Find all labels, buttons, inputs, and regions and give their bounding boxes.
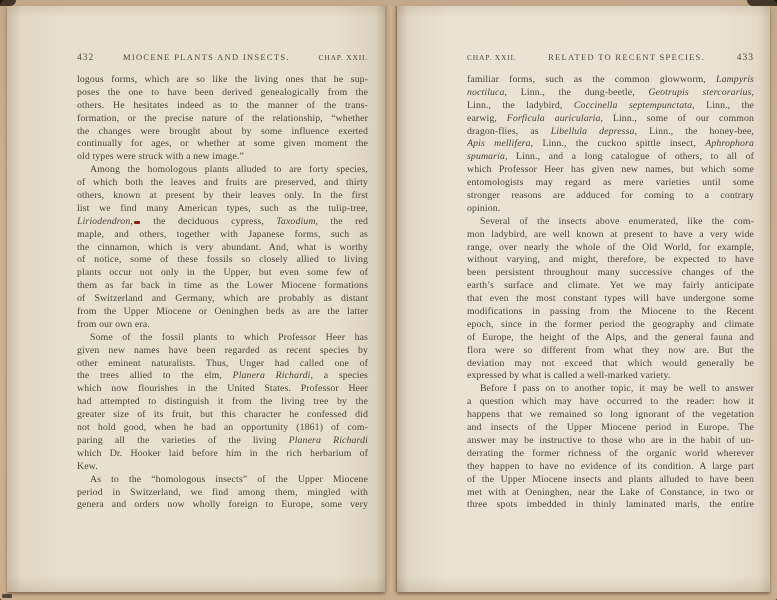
text-segment: earth’s surface and climate. Yet we may fairly anticipate (467, 280, 754, 292)
text-segment: Some of the fossil plants to which Professor Heer has (90, 331, 368, 343)
text-segment: not hold good, when he had an opportunity (1861) of com- (77, 422, 368, 434)
text-segment: flora were so different from what they now are. But the (467, 344, 754, 356)
text-line (77, 280, 368, 293)
paragraph (467, 383, 754, 512)
text-segment: old types were struck with a new image.” (77, 151, 244, 163)
text-line (467, 474, 754, 487)
paragraph (467, 74, 754, 216)
text-segment: others, known at present by their leaves only. In the first (77, 190, 368, 202)
text-segment: of Switzerland and Germany, which are probably as distant (77, 293, 368, 305)
text-segment: Planera Richardi (232, 370, 311, 382)
text-line (77, 151, 368, 164)
text-segment: , Linn., the (692, 99, 754, 111)
text-segment: plants occur not only in the Upper, but even some few of (77, 267, 368, 279)
text-line (467, 499, 754, 512)
text-line (77, 100, 368, 113)
text-segment: Liriodendron, (77, 215, 133, 227)
text-segment: the trees allied to the elm, (77, 370, 233, 382)
text-line (77, 216, 368, 229)
text-segment: expressed by what is called a well-marked variety. (467, 370, 671, 382)
text-segment: Libellula depressa (550, 125, 635, 137)
text-segment: poses the one to have been derived genealogically from the (77, 86, 368, 98)
text-segment: , (751, 86, 754, 98)
text-segment: , Linn., some of our common (600, 112, 754, 124)
paragraph (77, 164, 368, 332)
text-segment: of Europe, the height of the Alps, and the general fauna and (467, 331, 754, 343)
text-segment: Lampyris (716, 74, 754, 85)
text-line (467, 345, 754, 358)
text-segment: Among the homologous plants alluded to are forty species, (90, 164, 368, 176)
text-line (467, 100, 754, 113)
text-line (77, 396, 368, 409)
text-segment: , the red (315, 215, 368, 227)
paragraph (77, 332, 368, 474)
text-line (467, 138, 754, 151)
text-line (77, 267, 368, 280)
text-line (77, 383, 368, 396)
red-ink-mark (134, 221, 140, 224)
text-segment: formation, or the precise nature of the relationship, “whether (77, 112, 368, 124)
text-segment: entomologists may regard as mere varieties until some (467, 177, 754, 189)
text-segment: modifications in passing from the Miocene to the Recent (467, 306, 754, 318)
text-line (467, 74, 754, 87)
text-line (467, 280, 754, 293)
text-line (467, 319, 754, 332)
text-segment: the deciduous cypress, (140, 215, 277, 227)
text-segment: dragon-flies, as (467, 125, 551, 137)
text-line (77, 461, 368, 474)
text-line (77, 319, 368, 332)
text-segment: deviation may not exceed that which would generally be (467, 357, 754, 369)
text-segment: them as far back in time as the Lower Miocene formations (77, 280, 368, 292)
text-segment: which now flourishes in the United States. Professor Heer (77, 383, 368, 395)
text-segment: derrating the former richness of the organic world wherever (467, 447, 754, 459)
text-line (467, 242, 754, 255)
page-number-left: 432 (77, 53, 95, 63)
text-line (467, 383, 754, 396)
dark-corner-bottom-left (2, 594, 12, 598)
text-segment: that even the most constant types will have undergone some (467, 293, 754, 305)
text-segment: of the Upper Miocene insects and plants alluded to have been (467, 473, 754, 485)
paragraph (77, 474, 368, 513)
text-segment: Kew. (77, 460, 98, 472)
book-gutter (385, 6, 397, 592)
text-segment: Several of the insects above enumerated, like the com- (480, 215, 754, 227)
text-segment: opinion. (467, 202, 501, 214)
text-segment: from our own era. (77, 318, 150, 330)
text-line (77, 242, 368, 255)
paragraph (467, 216, 754, 384)
text-segment: other eminent naturalists. Thus, Unger had called one of (77, 357, 368, 369)
text-line (77, 229, 368, 242)
text-line (77, 254, 368, 267)
text-line (77, 126, 368, 139)
text-line (467, 177, 754, 190)
text-segment: Before I pass on to another topic, it may be well to answer (480, 383, 754, 395)
text-line (77, 370, 368, 383)
text-line (467, 151, 754, 164)
text-segment: epoch, since in the former period the geography and climate (467, 318, 754, 330)
text-line (467, 203, 754, 216)
text-line (77, 87, 368, 100)
text-segment: greater size of its fruit, but this character he confessed did (77, 409, 368, 421)
text-segment: period in Switzerland, we find among them, mingled with (77, 486, 368, 498)
text-segment: Forficula auricularia (506, 112, 601, 124)
text-line (467, 229, 754, 242)
text-line (77, 358, 368, 371)
text-segment: genera and orders now wholly foreign to Europe, some very (77, 499, 368, 511)
text-line (467, 409, 754, 422)
text-line (467, 487, 754, 500)
text-segment: paring all the varieties of the living (77, 434, 289, 446)
text-segment: mon ladybird, are well known at present to have a very wide (467, 228, 754, 240)
text-line (467, 164, 754, 177)
text-line (77, 332, 368, 345)
text-segment: Coccinella septempunctata (573, 99, 693, 111)
text-line (77, 293, 368, 306)
text-segment: a question which may have occurred to the reader: how it (467, 396, 754, 408)
text-line (467, 87, 754, 100)
text-line (77, 487, 368, 500)
text-segment: Linn., the ladybird, (467, 99, 574, 111)
text-line (467, 435, 754, 448)
text-segment: and insects of the Upper Miocene period in Europe. The (467, 422, 754, 434)
text-line (77, 164, 368, 177)
paragraph (77, 74, 368, 164)
text-segment: Aphrophora (705, 138, 754, 150)
text-segment: of which both the leaves and fruits are preserved, and thirty (77, 177, 368, 189)
text-line (467, 190, 754, 203)
text-segment: stronger reasons are adduced for coming to a contrary (467, 190, 754, 202)
text-line (467, 113, 754, 126)
text-segment: from the Upper Miocene or Oeninghen beds as are the latter (77, 306, 368, 318)
text-line (77, 448, 368, 461)
text-segment: earwig, (467, 112, 507, 124)
text-line (77, 345, 368, 358)
right-page-header (467, 52, 754, 63)
text-segment: the changes were brought about by some influence exerted (77, 125, 368, 137)
text-segment: familiar forms, such as the common glowworm, (467, 74, 717, 85)
chapter-label-right: CHAP. XXII. (467, 53, 517, 62)
text-line (77, 435, 368, 448)
text-line (467, 370, 754, 383)
text-line (77, 203, 368, 216)
text-line (77, 499, 368, 512)
text-line (467, 448, 754, 461)
text-segment: , Linn., the dung-beetle, (504, 86, 649, 98)
text-segment: continually for ages, or whether at some given moment the (77, 138, 368, 150)
chapter-label-left: CHAP. XXII. (318, 53, 368, 62)
text-segment: list we find many American types, such as the tulip-tree, (77, 202, 368, 214)
text-line (467, 216, 754, 229)
text-line (467, 267, 754, 280)
text-segment: given new names have been regarded as recent species by (77, 344, 368, 356)
text-segment: answer may be instructive to those who are in the habit of un- (467, 434, 754, 446)
text-line (467, 461, 754, 474)
text-segment: maple, and others, together with Japanese forms, such as (77, 228, 368, 240)
text-line (77, 422, 368, 435)
text-segment: logous forms, which are so like the living ones that he sup- (77, 74, 368, 85)
text-line (77, 177, 368, 190)
text-line (77, 113, 368, 126)
text-segment: met with at Oeninghen, near the Lake of Constance, in two or (467, 486, 754, 498)
text-segment: range, over nearly the whole of the Old World, for example, (467, 241, 754, 253)
text-line (467, 332, 754, 345)
text-segment: happens that we remained so long ignorant of the vegetation (467, 409, 754, 421)
text-line (77, 409, 368, 422)
text-segment: , Linn., and a long catalogue of others, to all of (504, 151, 754, 163)
text-segment: , Linn., the cuckoo spittle insect, (530, 138, 706, 150)
running-title-left: MIOCENE PLANTS AND INSECTS. (122, 52, 290, 62)
text-line (77, 190, 368, 203)
page-number-right: 433 (736, 53, 754, 63)
text-segment: which Dr. Hooker laid before him in the rich herbarium of (77, 447, 368, 459)
text-segment: which Professor Heer has given new names, but which some (467, 164, 754, 176)
text-line (77, 74, 368, 87)
text-line (467, 422, 754, 435)
text-line (467, 306, 754, 319)
text-segment: three spots imbedded in thinly laminated marls, the entire (467, 499, 754, 511)
text-segment: they happen to have no evidence of its condition. A large part (467, 460, 754, 472)
text-line (77, 474, 368, 487)
text-segment: Planera Richardi (288, 434, 368, 446)
text-segment: the cinnamon, which is very abundant. And, what is worthy (77, 241, 368, 253)
text-segment: had attempted to distinguish it from the living tree by the (77, 396, 368, 408)
left-page-header (77, 52, 368, 63)
text-segment: others. He hesitates indeed as to the manner of the trans- (77, 99, 368, 111)
right-page-body (467, 74, 754, 512)
text-segment: Taxodium (276, 215, 316, 227)
text-line (467, 358, 754, 371)
text-segment: , a species (310, 370, 368, 382)
text-line (77, 138, 368, 151)
text-segment: Apis mellifera (467, 138, 531, 150)
left-page-body (77, 74, 368, 512)
text-line (467, 254, 754, 267)
text-line (467, 293, 754, 306)
text-segment: been persistent throughout many successive changes of the (467, 267, 754, 279)
text-segment: without varying, and might, therefore, be expected to have (467, 254, 754, 266)
text-line (467, 396, 754, 409)
text-line (77, 306, 368, 319)
text-segment: spumaria (467, 151, 505, 163)
text-segment: , Linn., the honey-bee, (634, 125, 754, 137)
text-segment: As to the “homologous insects” of the Upper Miocene (90, 473, 368, 485)
text-segment: noctiluca (467, 86, 505, 98)
running-title-right: RELATED TO RECENT SPECIES. (548, 52, 706, 62)
text-segment: Geotrupis stercorarius (648, 86, 752, 98)
text-line (467, 126, 754, 139)
text-segment: of notice, some of these fossils so closely allied to living (77, 254, 368, 266)
